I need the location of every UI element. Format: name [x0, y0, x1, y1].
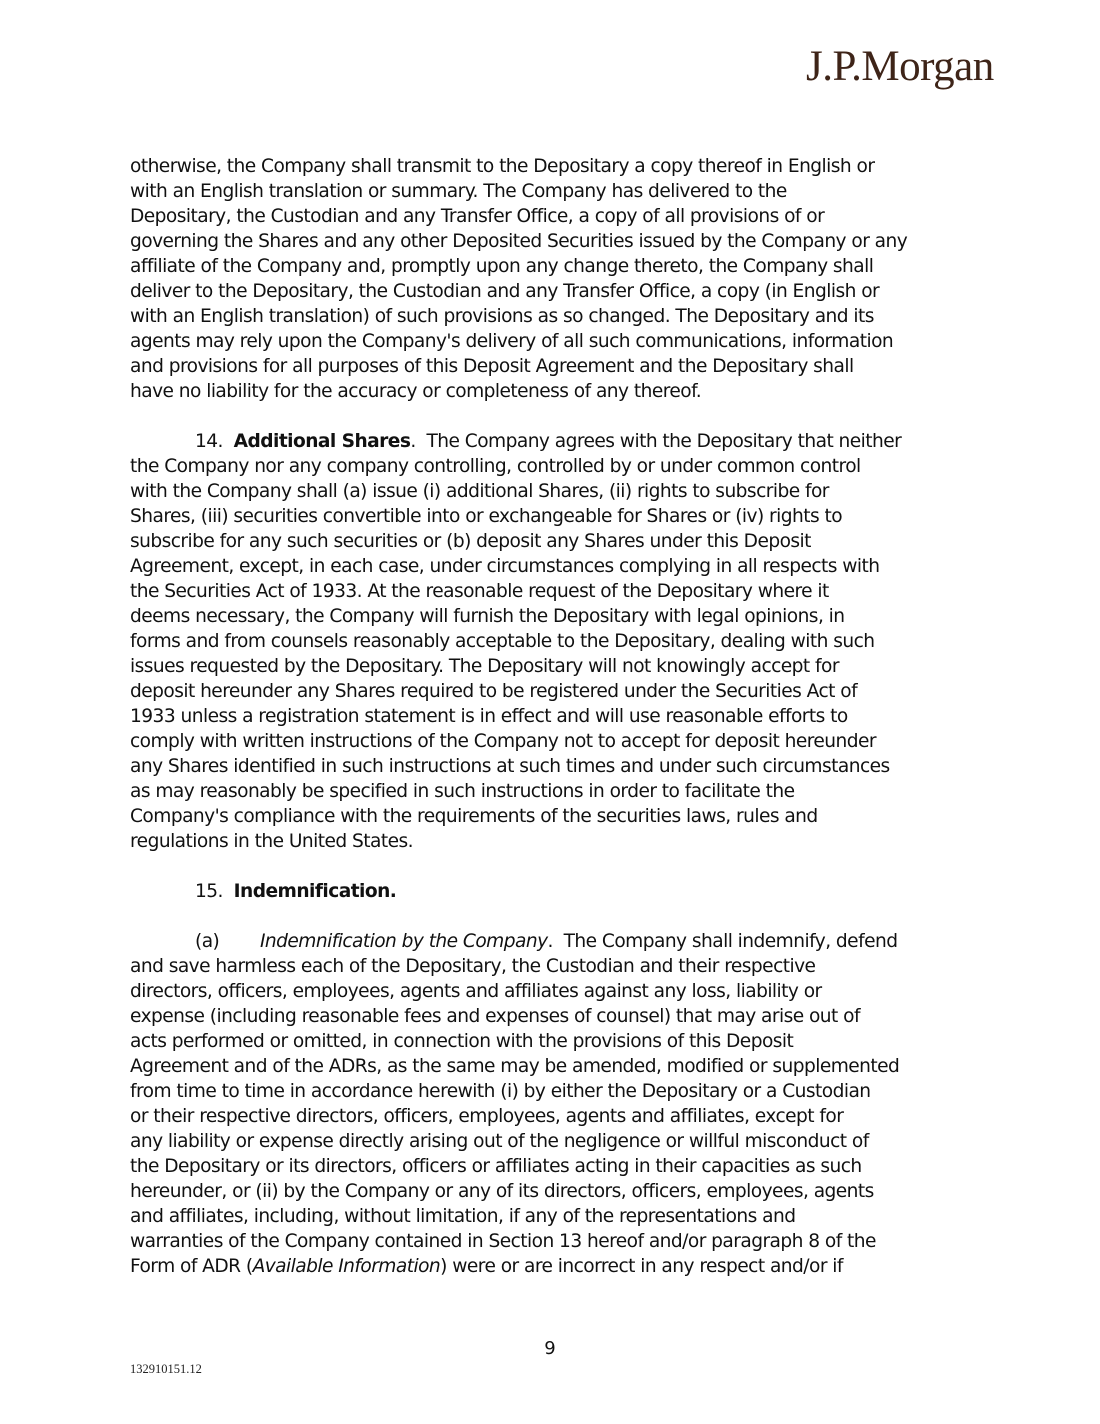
text-line: Shares, (iii) securities convertible into or exchangeable for Shares or (iv) rights to: [130, 506, 843, 527]
text-line: from time to time in accordance herewith (i) by either the Depositary or a Custodian: [130, 1081, 871, 1102]
text-line: Agreement and of the ADRs, as the same may be amended, modified or supplemented: [130, 1056, 900, 1077]
subsection-heading: Indemnification by the Company: [260, 931, 548, 952]
text-line: affiliate of the Company and, promptly upon any change thereto, the Company shall: [130, 256, 874, 277]
text-line: otherwise, the Company shall transmit to the Depositary a copy thereof in English or: [130, 156, 875, 177]
page-number: 9: [544, 1338, 556, 1359]
text-line: Agreement, except, in each case, under circumstances complying in all respects with: [130, 556, 880, 577]
text-run: . The Company shall indemnify, defend: [547, 931, 898, 952]
document-id: 132910151.12: [130, 1362, 202, 1376]
paragraph-spacer: [130, 854, 990, 879]
paragraph-spacer: [130, 904, 990, 929]
section-15-heading: [130, 879, 990, 904]
section-heading: Indemnification.: [233, 881, 397, 902]
text-run: ) were or are incorrect in any respect and/or if: [440, 1256, 843, 1277]
section-14-additional-shares: [130, 429, 990, 854]
text-line: the Company nor any company controlling, controlled by or under common control: [130, 456, 861, 477]
section-15a-indemnification-by-company: [130, 929, 990, 1279]
text-line: directors, officers, employees, agents and affiliates against any loss, liability or: [130, 981, 822, 1002]
paragraph-13-continued: [130, 154, 990, 404]
text-line: Depositary, the Custodian and any Transfer Office, a copy of all provisions of or: [130, 206, 825, 227]
text-line: regulations in the United States.: [130, 831, 413, 852]
section-number: 15.: [195, 881, 223, 902]
section-number: 14.: [195, 431, 223, 452]
text-line: and save harmless each of the Depositary, the Custodian and their respective: [130, 956, 816, 977]
text-line: governing the Shares and any other Deposited Securities issued by the Company or any: [130, 231, 908, 252]
text-line: warranties of the Company contained in Section 13 hereof and/or paragraph 8 of the: [130, 1231, 876, 1252]
text-run: The Company agrees with the Depositary that neither: [415, 431, 902, 452]
section-15a-first-line: [130, 929, 990, 954]
heading-period: .: [410, 431, 416, 452]
text-line: subscribe for any such securities or (b) deposit any Shares under this Deposit: [130, 531, 811, 552]
text-line: 1933 unless a registration statement is in effect and will use reasonable efforts to: [130, 706, 848, 727]
subsection-label: (a): [195, 931, 220, 952]
text-line: the Securities Act of 1933. At the reasonable request of the Depositary where it: [130, 581, 829, 602]
text-line: with the Company shall (a) issue (i) additional Shares, (ii) rights to subscribe for: [130, 481, 829, 502]
section-heading: Additional Shares: [233, 431, 411, 452]
text-line: deems necessary, the Company will furnish the Depositary with legal opinions, in: [130, 606, 845, 627]
text-run: Form of ADR (: [130, 1256, 253, 1277]
text-line: any Shares identified in such instructions at such times and under such circumstances: [130, 756, 890, 777]
text-line: expense (including reasonable fees and expenses of counsel) that may arise out of: [130, 1006, 860, 1027]
text-line: forms and from counsels reasonably acceptable to the Depositary, dealing with such: [130, 631, 875, 652]
text-line: and affiliates, including, without limitation, if any of the representations and: [130, 1206, 796, 1227]
text-line: or their respective directors, officers, employees, agents and affiliates, except for: [130, 1106, 844, 1127]
text-line: the Depositary or its directors, officers or affiliates acting in their capacities as such: [130, 1156, 862, 1177]
text-line: Company's compliance with the requirements of the securities laws, rules and: [130, 806, 818, 827]
text-line: deposit hereunder any Shares required to be registered under the Securities Act of: [130, 681, 858, 702]
text-line: hereunder, or (ii) by the Company or any of its directors, officers, employees, agents: [130, 1181, 874, 1202]
text-line-last: [130, 1254, 990, 1279]
jpmorgan-logo: J.P.Morgan: [806, 43, 994, 90]
text-line: any liability or expense directly arising out of the negligence or willful misconduct of: [130, 1131, 869, 1152]
text-line: agents may rely upon the Company's delivery of all such communications, information: [130, 331, 894, 352]
text-line: acts performed or omitted, in connection with the provisions of this Deposit: [130, 1031, 794, 1052]
text-line: have no liability for the accuracy or completeness of any thereof.: [130, 381, 702, 402]
text-line: with an English translation or summary. The Company has delivered to the: [130, 181, 787, 202]
italic-reference: Available Information: [252, 1256, 441, 1277]
text-line: deliver to the Depositary, the Custodian and any Transfer Office, a copy (in English or: [130, 281, 880, 302]
text-line: and provisions for all purposes of this Deposit Agreement and the Depositary shall: [130, 356, 854, 377]
text-line: as may reasonably be specified in such instructions in order to facilitate the: [130, 781, 795, 802]
text-line: issues requested by the Depositary. The Depositary will not knowingly accept for: [130, 656, 839, 677]
section-14-first-line: [130, 429, 990, 454]
document-body: [130, 154, 990, 1279]
text-line: comply with written instructions of the Company not to accept for deposit hereunder: [130, 731, 876, 752]
text-line: with an English translation) of such provisions as so changed. The Depositary and its: [130, 306, 874, 327]
paragraph-spacer: [130, 404, 990, 429]
